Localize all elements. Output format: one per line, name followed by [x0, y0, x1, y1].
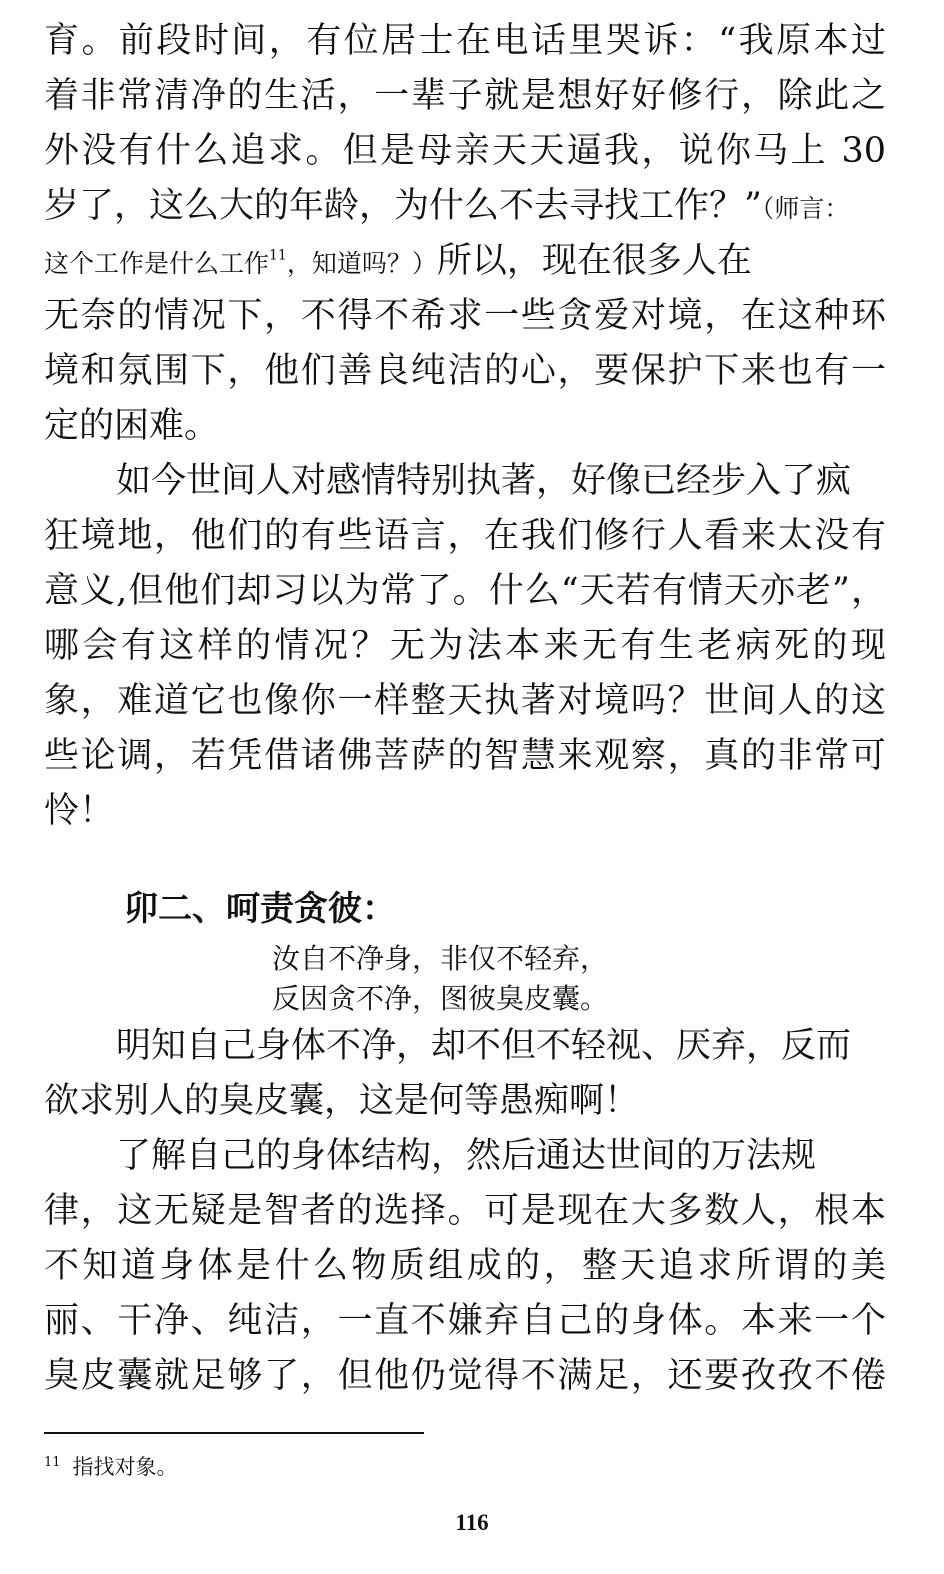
text-line: 象，难道它也像你一样整天执著对境吗？世间人的这 [44, 681, 886, 721]
text-line: 意义,但他们却习以为常了。什么“天若有情天亦老”， [44, 571, 886, 611]
footnote-divider [44, 1432, 424, 1434]
section-gap [44, 839, 886, 879]
text-line: 无奈的情况下，不得不希求一些贪爱对境，在这种环 [44, 296, 886, 336]
footnote-reference[interactable]: 11 [269, 247, 287, 264]
text-segment: 岁了，这么大的年龄，为什么不去寻找工作？” [44, 186, 762, 226]
paragraph-4 [44, 1129, 886, 1404]
teacher-note-open: （师言： [761, 194, 850, 223]
text-line: 如今世间人对感情特别执著，好像已经步入了疯 [116, 461, 852, 501]
paragraph-2 [44, 454, 886, 839]
text-line: 丽、干净、纯洁，一直不嫌弃自己的身体。本来一个 [44, 1301, 886, 1341]
text-line: 不知道身体是什么物质组成的，整天追求所谓的美 [44, 1246, 886, 1286]
text-line: 外没有什么追求。但是母亲天天逼我，说你马上 30 [44, 131, 886, 171]
text-line: 育。前段时间，有位居士在电话里哭诉：“我原本过 [44, 21, 886, 61]
text-line [44, 179, 886, 234]
footnote-text: 指找对象。 [72, 1455, 178, 1479]
text-line: 些论调，若凭借诸佛菩萨的智慧来观察，真的非常可 [44, 736, 886, 776]
paragraph-3 [44, 1019, 886, 1129]
paragraph-1 [44, 14, 886, 454]
verse-line: 反因贪不净，图彼臭皮囊。 [272, 982, 609, 1015]
footnote [44, 1452, 178, 1482]
text-line: 律，这无疑是智者的选择。可是现在大多数人，根本 [44, 1191, 886, 1231]
section-heading: 卯二、呵责贪彼： [124, 889, 396, 929]
footnote-marker: 11 [44, 1455, 61, 1470]
page-body [44, 14, 886, 1404]
teacher-note-close: ，知道吗？） [286, 249, 437, 278]
text-line: 臭皮囊就足够了，但他仍觉得不满足，还要孜孜不倦 [44, 1356, 886, 1396]
verse-block [44, 939, 886, 1019]
text-line: 明知自己身体不净，却不但不轻视、厌弃，反而 [116, 1026, 852, 1066]
text-line: 欲求别人的臭皮囊，这是何等愚痴啊！ [44, 1081, 640, 1121]
text-line: 狂境地，他们的有些语言，在我们修行人看来太没有 [44, 516, 886, 556]
text-line: 境和氛围下，他们善良纯洁的心，要保护下来也有一 [44, 351, 886, 391]
text-line: 了解自己的身体结构，然后通达世间的万法规 [116, 1136, 817, 1176]
text-line: 哪会有这样的情况？无为法本来无有生老病死的现 [44, 626, 886, 666]
text-segment: 所以，现在很多人在 [436, 241, 752, 281]
page-number: 116 [455, 1510, 489, 1535]
text-line: 怜！ [44, 791, 115, 831]
text-line [44, 234, 886, 289]
teacher-note-text: 这个工作是什么工作 [44, 249, 270, 278]
text-line: 着非常清净的生活，一辈子就是想好好修行，除此之 [44, 76, 886, 116]
verse-line: 汝自不净身，非仅不轻弃， [272, 942, 609, 975]
text-line: 定的困难。 [44, 406, 220, 446]
